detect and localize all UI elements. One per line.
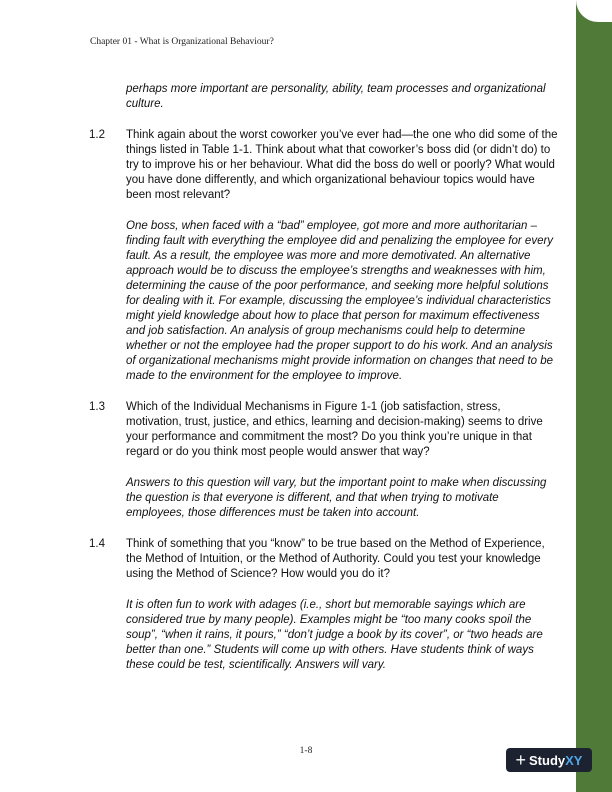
question-item xyxy=(89,128,559,203)
question-item xyxy=(89,537,559,582)
question-number: 1.3 xyxy=(89,401,105,413)
question-text: Think again about the worst coworker you’ve ever had—the one who did some of the things listed in Table 1-1. Think about what that coworker’s boss did (or didn’t do) to try to improve his or her behaviour. What did the boss do well or poorly? What would you have done differently, and which organizational behaviour topics would have been most relevant? xyxy=(126,129,558,201)
studyxy-badge[interactable] xyxy=(506,748,592,772)
intro-answer: perhaps more important are personality, ability, team processes and organizational culture. xyxy=(126,83,546,110)
question-text: Think of something that you “know” to be true based on the Method of Experience, the Method of Intuition, or the Method of Authority. Could you test your knowledge using the Method of Science? How would you do it? xyxy=(126,538,545,580)
brand-name: Study xyxy=(529,752,566,768)
answer-text: One boss, when faced with a “bad” employee, got more and more authoritarian – finding fault with everything the employee did and penalizing the employee for every fault. As a result, the employee was more and more demotivated. An alternative approach would be to discuss the employee’s strengths and weaknesses with him, determining the cause of the poor performance, and seeking more helpful solutions for dealing with it. For example, discussing the employee’s individual characteristics might yield knowledge about how to place that person for maximum effectiveness and job satisfaction. An analysis of group mechanisms could help to determine whether or not the employee had the proper support to do his work. And an analysis of organizational mechanisms might provide information on changes that need to be made to the environment for the employee to improve. xyxy=(126,220,554,382)
question-text: Which of the Individual Mechanisms in Figure 1-1 (job satisfaction, stress, motivation, trust, justice, and ethics, learning and decision-making) seems to drive your performance and commitment the most? Do you think you’re unique in that regard or do you think most people would answer that way? xyxy=(126,401,543,458)
plus-icon: + xyxy=(515,750,527,770)
page-number: 1-8 xyxy=(299,746,313,756)
side-bar xyxy=(576,0,612,792)
question-number: 1.4 xyxy=(89,538,105,550)
page-content xyxy=(89,82,559,673)
running-header: Chapter 01 - What is Organizational Behaviour? xyxy=(90,37,274,47)
answer-text: Answers to this question will vary, but the important point to make when discussing the question is that everyone is different, and that when trying to motivate employees, those differences must be taken into account. xyxy=(126,477,547,519)
brand-accent: XY xyxy=(565,752,583,768)
question-number: 1.2 xyxy=(89,129,105,141)
side-bar-notch xyxy=(576,0,612,22)
answer-text: It is often fun to work with adages (i.e., short but memorable sayings which are considered true by many people). Examples might be “too many cooks spoil the soup”, “when it rains, it pours,” “don’t judge a book by its cover”, or “two heads are better than one.” Students will come up with others. Have students think of ways these could be test, scientifically. Answers will vary. xyxy=(126,599,543,671)
question-item xyxy=(89,400,559,460)
